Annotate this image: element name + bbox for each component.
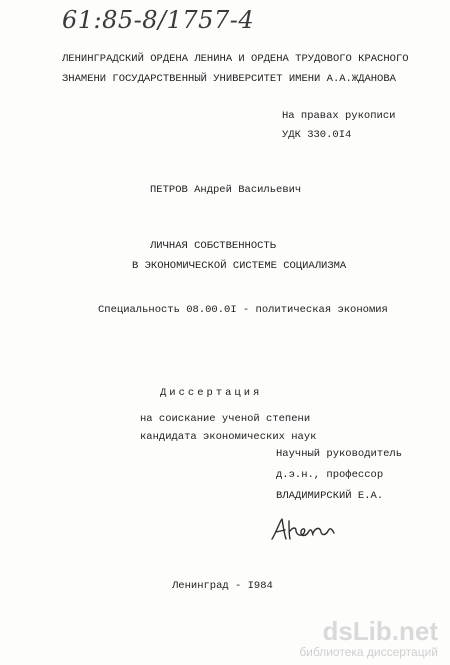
- institution-line-2: ЗНАМЕНИ ГОСУДАРСТВЕННЫЙ УНИВЕРСИТЕТ ИМЕНИ А.А.ЖДАНОВА: [62, 73, 396, 85]
- supervisor-credentials: д.э.н., профессор: [276, 469, 384, 481]
- document-type: Диссертация: [160, 387, 263, 399]
- supervisor-name: ВЛАДИМИРСКИЙ Е.А.: [276, 490, 384, 502]
- manuscript-rights: На правах рукописи: [282, 110, 396, 122]
- watermark-subtitle: библиотека диссертаций: [299, 645, 438, 659]
- institution-line-1: ЛЕНИНГРАДСКИЙ ОРДЕНА ЛЕНИНА И ОРДЕНА ТРУДОВОГО КРАСНОГО: [62, 53, 409, 65]
- udk-code: УДК 330.0I4: [282, 129, 352, 141]
- archive-number: 61:85-8/1757-4: [62, 6, 255, 34]
- author-name: ПЕТРОВ Андрей Васильевич: [150, 184, 302, 196]
- specialty: Специальность 08.00.0I - политическая экономия: [98, 304, 388, 316]
- author-signature: [268, 515, 340, 545]
- degree-line-1: на соискание ученой степени: [140, 413, 311, 425]
- watermark-logo: dsLib.net: [322, 616, 438, 646]
- place-year: Ленинград - I984: [172, 580, 273, 592]
- title-line-1: ЛИЧНАЯ СОБСТВЕННОСТЬ: [150, 240, 277, 252]
- degree-line-2: кандидата экономических наук: [140, 431, 317, 443]
- dslib-watermark: [299, 617, 438, 659]
- title-line-2: В ЭКОНОМИЧЕСКОЙ СИСТЕМЕ СОЦИАЛИЗМА: [132, 260, 347, 272]
- supervisor-role: Научный руководитель: [276, 448, 403, 460]
